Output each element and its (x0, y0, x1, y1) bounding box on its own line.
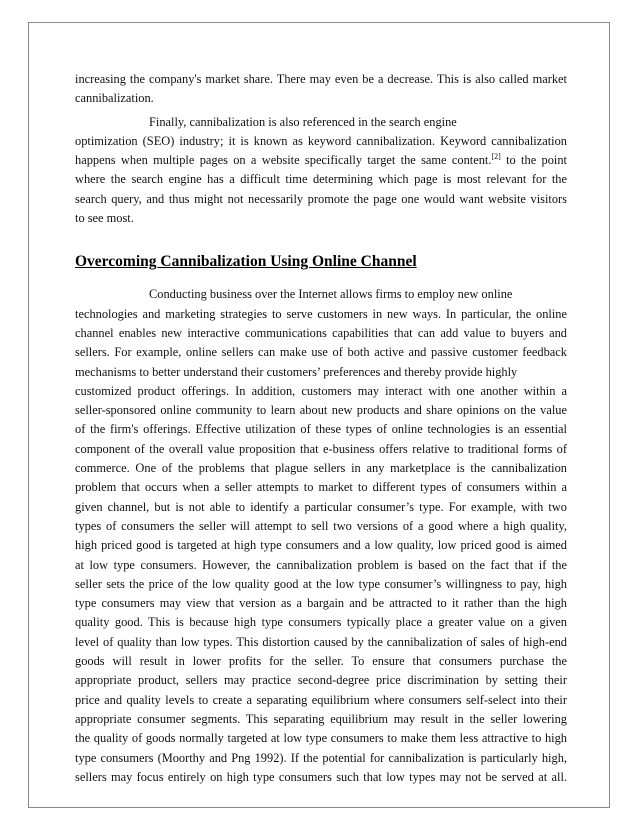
text-line: given channel, but is not able to identify a particular consumer’s type. For example, with two (75, 499, 567, 514)
text-line: mechanisms to better understand their customers’ preferences and thereby provide highly (75, 364, 518, 379)
text-line: at low type consumers. However, the cannibalization problem is based on the fact that if the (75, 557, 567, 572)
citation-marker[interactable]: [2] (491, 152, 501, 162)
text-line: type consumers (Moorthy and Png 1992). If the potential for cannibalization is particularly high, (75, 750, 567, 765)
text-line: increasing the company's market share. There may even be a decrease. This is also called market (75, 72, 567, 86)
text-line: technologies and marketing strategies to serve customers in new ways. In particular, the online (75, 306, 567, 321)
text-segment: to the point (500, 153, 567, 168)
text-line: high priced good is targeted at high type consumers and a low quality, low priced good is aimed (75, 538, 567, 553)
text-segment: happens when multiple pages on a website specifically target the same content. (75, 153, 492, 168)
text-line: seller-sponsored online community to learn about new products and share opinions on the value (75, 403, 567, 418)
text-line: to see most. (75, 211, 134, 226)
paragraph-seo-cannibalization (75, 113, 567, 229)
text-line: quality good. This is because high type consumers typically place a greater value on a given (75, 615, 567, 630)
text-line: Finally, cannibalization is also referenced in the search engine (149, 114, 457, 129)
text-line: types of consumers the seller will attempt to sell two versions of a good where a high quality, (75, 518, 567, 533)
text-line: Conducting business over the Internet allows firms to employ new online (149, 287, 513, 302)
text-line: optimization (SEO) industry; it is known as keyword cannibalization. Keyword cannibalization (75, 133, 567, 148)
text-line: customized product offerings. In addition, customers may interact with one another within a (75, 383, 567, 398)
text-line: price and quality levels to create a separating equilibrium where consumers self-select into their (75, 692, 567, 707)
text-line: level of quality than low types. This distortion caused by the cannibalization of sales of high-end (75, 634, 567, 649)
text-line: search query, and thus might not necessarily promote the page one would want website visitors (75, 191, 567, 206)
text-line: goods will result in lower profits for the seller. To ensure that consumers purchase the (75, 654, 567, 669)
text-line: sellers may focus entirely on high type consumers such that low types may not be served at all. (75, 769, 567, 784)
text-line: the quality of goods normally targeted at low type consumers to make them less attractive to high (75, 731, 567, 746)
text-line: problem that occurs when a seller attempts to market to different types of consumers within a (75, 480, 567, 495)
text-line: appropriate consumer segments. This separating equilibrium may result in the seller lowering (75, 711, 567, 726)
text-line: where the search engine has a difficult time determining which page is most relevant for the (75, 172, 567, 187)
text-line: component of the overall value proposition that e-business offers relative to traditional forms of (75, 441, 567, 456)
text-line: channel enables new interactive communications capabilities that can add value to buyers and (75, 325, 567, 340)
text-line: cannibalization. (75, 91, 154, 106)
text-line: commerce. One of the problems that plague sellers in any marketplace is the cannibalization (75, 461, 567, 476)
text-line: seller sets the price of the low quality good at the low type consumer’s willingness to pay, high (75, 576, 567, 591)
text-line: appropriate product, sellers may practice second-degree price discrimination by setting their (75, 673, 567, 688)
text-line: sellers. For example, online sellers can make use of both active and passive customer feedback (75, 345, 567, 360)
document-body (75, 70, 567, 787)
paragraph-market-share (75, 70, 567, 109)
text-line: type consumers may view that version as a bargain and be attracted to it rather than the high (75, 596, 567, 611)
section-heading: Overcoming Cannibalization Using Online Channel (75, 253, 417, 271)
paragraph-online-channel (75, 285, 567, 787)
text-line: of the firm's offerings. Effective utilization of these types of online technologies is an essential (75, 422, 567, 437)
text-line-with-citation (75, 151, 567, 170)
